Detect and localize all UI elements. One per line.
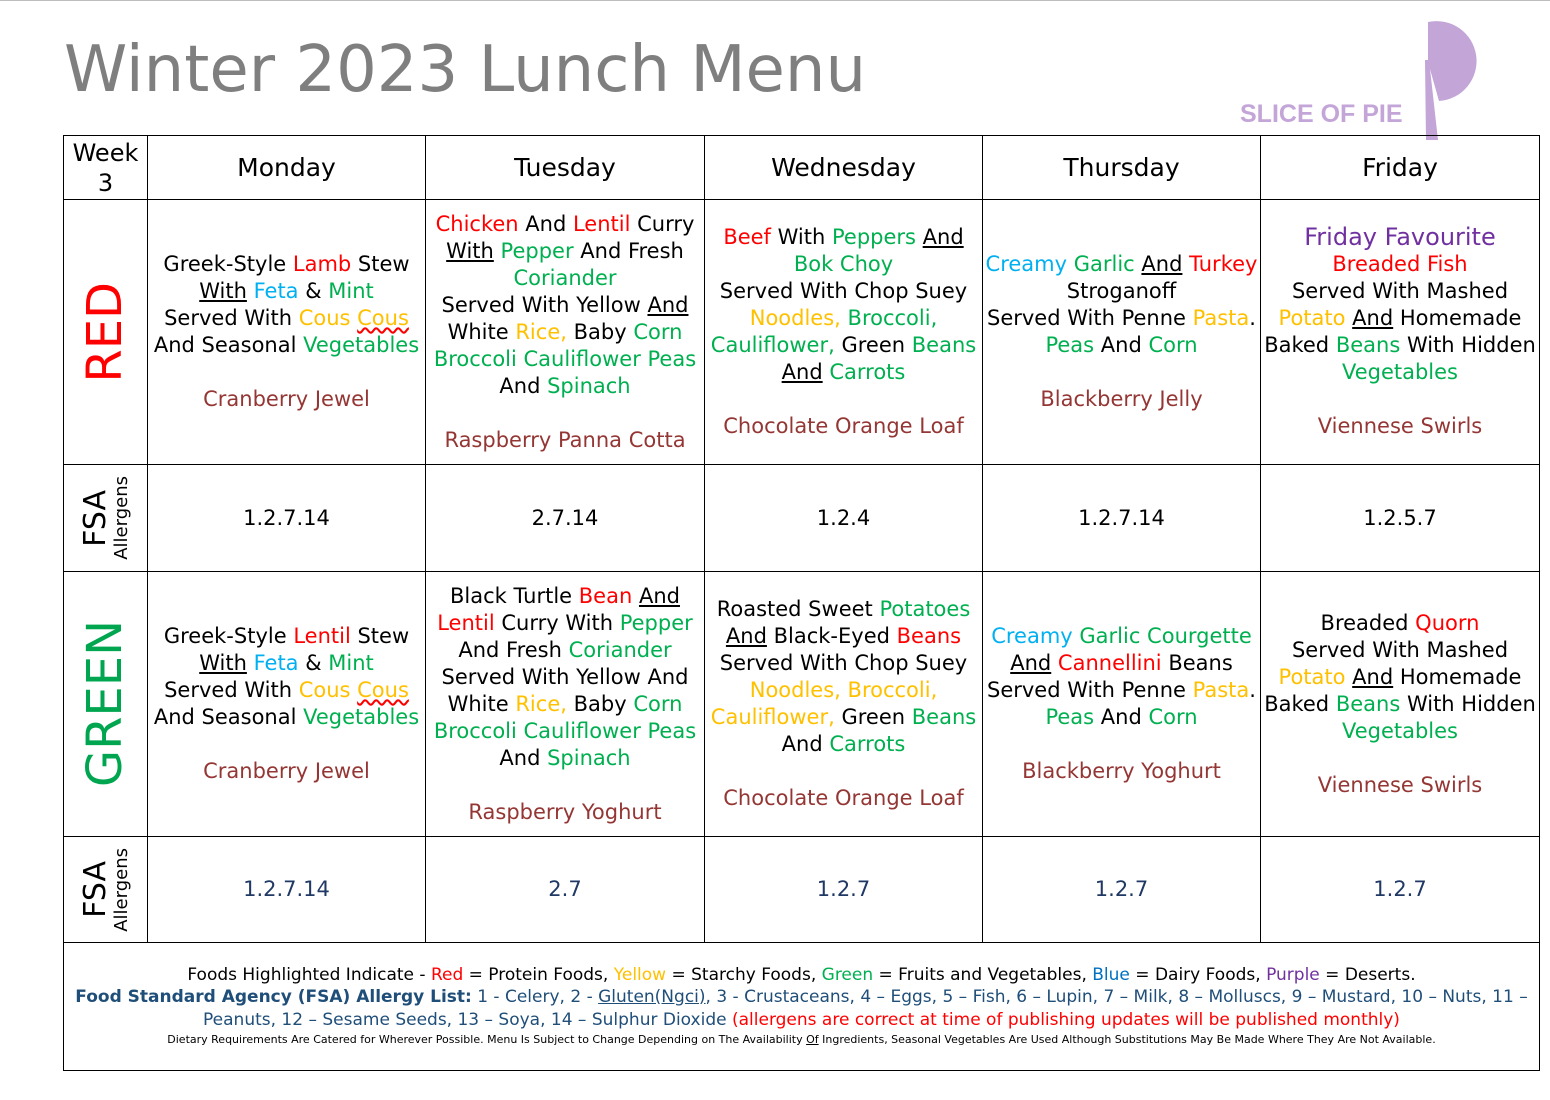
green-friday-cell: Breaded Quorn Served With Mashed Potato And Homemade Baked Beans With Hidden Vegetables Viennese Swirls: [1261, 572, 1540, 837]
friday-favourite-title: Friday Favourite: [1304, 223, 1496, 251]
day-tuesday: Tuesday: [426, 136, 705, 200]
page-title: Winter 2023 Lunch Menu: [64, 33, 867, 107]
red-allergen-friday: 1.2.5.7: [1261, 465, 1540, 572]
green-allergens-row: [64, 837, 1540, 943]
red-tuesday-dessert: Raspberry Panna Cotta: [444, 427, 686, 452]
green-thursday-dessert: Blackberry Yoghurt: [1022, 759, 1221, 783]
red-row-label-cell: [64, 200, 148, 465]
fsa-label: FSA: [77, 489, 113, 547]
red-allergen-tuesday: 2.7.14: [426, 465, 705, 572]
green-allergen-tuesday: 2.7: [426, 837, 705, 943]
red-monday-cell: Greek-Style Lamb Stew With Feta & Mint Served With Cous Cous And Seasonal Vegetables Cranberry Jewel: [148, 200, 426, 465]
dietary-disclaimer: Dietary Requirements Are Catered for Wherever Possible. Menu Is Subject to Change Depending on The Availability Of Ingredients, Seasonal Vegetables Are Used Although Substitutions May Be Made Where They Are Not Available.: [167, 1032, 1436, 1046]
green-monday-cell: Greek-Style Lentil Stew With Feta & Mint Served With Cous Cous And Seasonal Vegetables Cranberry Jewel: [148, 572, 426, 837]
green-wednesday-cell: Roasted Sweet Potatoes And Black-Eyed Beans Served With Chop Suey Noodles, Broccoli, Cauliflower, Green Beans And Carrots Chocolate Orange Loaf: [705, 572, 983, 837]
lunch-menu-table: [63, 135, 1540, 1071]
red-allergens-row: [64, 465, 1540, 572]
red-allergen-thursday: 1.2.7.14: [983, 465, 1261, 572]
day-wednesday: Wednesday: [705, 136, 983, 200]
red-monday-dessert: Cranberry Jewel: [203, 387, 370, 411]
day-thursday: Thursday: [983, 136, 1261, 200]
week-label: Week: [72, 138, 139, 167]
red-fsa-label-cell: [64, 465, 148, 572]
slice-of-pie-logo: [1230, 18, 1520, 144]
green-fsa-label-cell: [64, 837, 148, 943]
color-key-line: Foods Highlighted Indicate - Red = Protein Foods, Yellow = Starchy Foods, Green = Fruits and Vegetables, Blue = Dairy Foods, Purple = Deserts.: [187, 964, 1416, 985]
green-menu-row: [64, 572, 1540, 837]
green-tuesday-cell: Black Turtle Bean And Lentil Curry With Pepper And Fresh Coriander Served With Yellow And White Rice, Baby Corn Broccoli Cauliflower Peas And Spinach Raspberry Yoghurt: [426, 572, 705, 837]
red-thursday-cell: Creamy Garlic And Turkey Stroganoff Served With Penne Pasta. Peas And Corn Blackberry Jelly: [983, 200, 1261, 465]
day-monday: Monday: [148, 136, 426, 200]
fsa-allergy-list: Food Standard Agency (FSA) Allergy List: 1 - Celery, 2 - Gluten(Ngci), 3 - Crustaceans, 4 – Eggs, 5 – Fish, 6 – Lupin, 7 – Milk, 8 – Molluscs, 9 – Mustard, 10 – Nuts, 11 – Peanuts, 12 – Sesame Seeds, 13 – Soya, 14 – Sulphur Dioxide (allergens are correct at time of publishing updates will be published monthly): [75, 986, 1528, 1030]
green-allergen-wednesday: 1.2.7: [705, 837, 983, 943]
red-allergen-monday: 1.2.7.14: [148, 465, 426, 572]
green-monday-dessert: Cranberry Jewel: [203, 759, 370, 783]
day-friday: Friday: [1261, 136, 1540, 200]
red-menu-row: [64, 200, 1540, 465]
red-tuesday-cell: Chicken And Lentil Curry With Pepper And Fresh Coriander Served With Yellow And White Rice, Baby Corn Broccoli Cauliflower Peas And Spinach Raspberry Panna Cotta: [426, 200, 705, 465]
footer-notes: [64, 943, 1540, 1071]
green-wednesday-dessert: Chocolate Orange Loaf: [723, 786, 964, 810]
red-allergen-wednesday: 1.2.4: [705, 465, 983, 572]
green-row-label: GREEN: [77, 620, 133, 788]
red-wednesday-dessert: Chocolate Orange Loaf: [723, 414, 964, 438]
red-wednesday-cell: Beef With Peppers And Bok Choy Served With Chop Suey Noodles, Broccoli, Cauliflower, Green Beans And Carrots Chocolate Orange Loaf: [705, 200, 983, 465]
green-allergen-monday: 1.2.7.14: [148, 837, 426, 943]
footer-row: [64, 943, 1540, 1071]
green-allergen-friday: 1.2.7: [1261, 837, 1540, 943]
green-thursday-cell: Creamy Garlic Courgette And Cannellini Beans Served With Penne Pasta. Peas And Corn Blackberry Yoghurt: [983, 572, 1261, 837]
week-cell: [64, 136, 148, 200]
green-tuesday-dessert: Raspberry Yoghurt: [468, 799, 662, 824]
fsa-label: FSA: [77, 861, 113, 918]
green-friday-dessert: Viennese Swirls: [1317, 772, 1483, 797]
logo-text: SLICE OF PIE: [1240, 100, 1403, 128]
allergens-label: Allergens: [110, 476, 132, 560]
top-border-line: [0, 0, 1550, 1]
red-row-label: RED: [77, 281, 133, 383]
red-friday-cell: Friday Favourite Breaded Fish Served With Mashed Potato And Homemade Baked Beans With Hidden Vegetables Viennese Swirls: [1261, 200, 1540, 465]
green-allergen-thursday: 1.2.7: [983, 837, 1261, 943]
week-number: 3: [97, 168, 114, 197]
header-row: [64, 136, 1540, 200]
green-row-label-cell: [64, 572, 148, 837]
allergens-label: Allergens: [110, 847, 132, 932]
red-friday-dessert: Viennese Swirls: [1317, 414, 1483, 438]
red-thursday-dessert: Blackberry Jelly: [1040, 387, 1203, 411]
